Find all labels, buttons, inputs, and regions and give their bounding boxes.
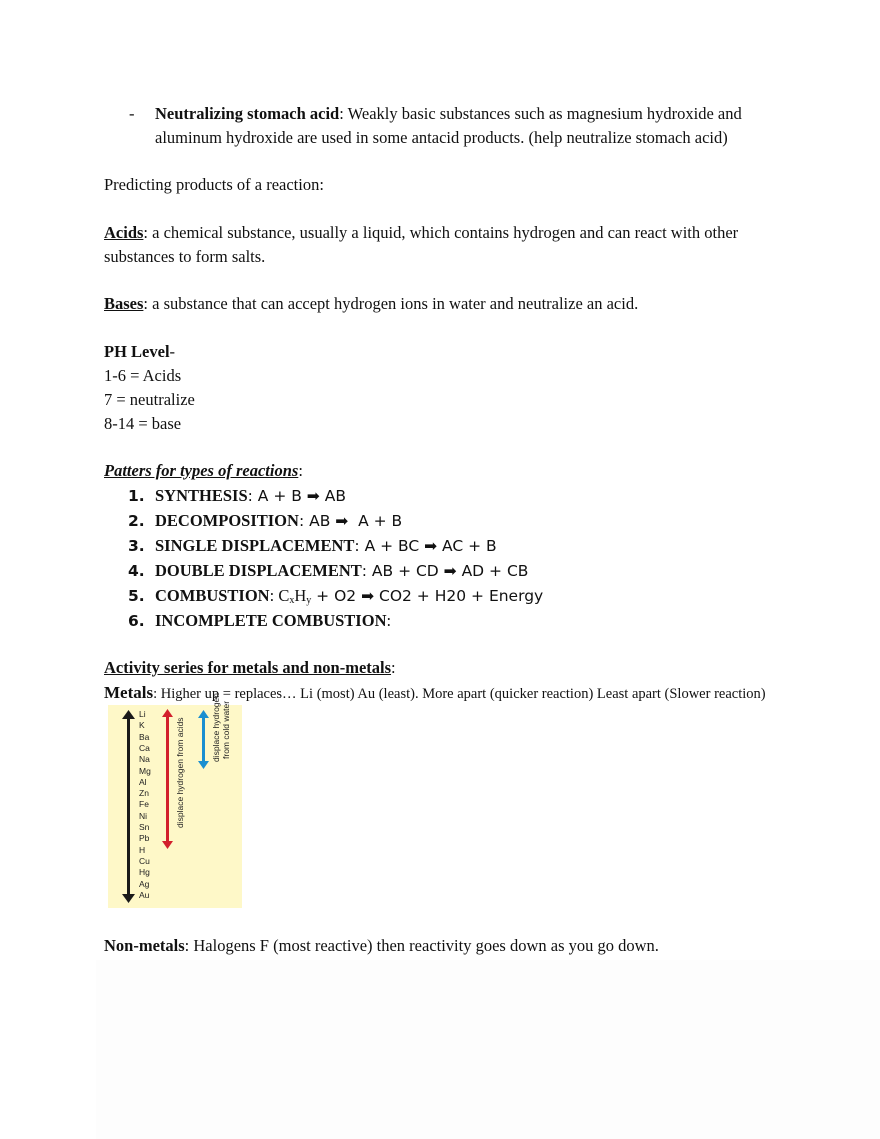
acids-definition-line-2: substances to form salts. <box>104 247 266 266</box>
metals-line <box>104 682 766 705</box>
element-label: Zn <box>139 788 149 799</box>
patterns-heading-suffix: : <box>298 461 303 480</box>
ph-heading <box>104 341 175 363</box>
ph-line: 1-6 = Acids <box>104 366 182 385</box>
element-label: Sn <box>139 822 150 832</box>
list-number: 6. <box>128 612 145 630</box>
arrow-up-icon <box>122 710 135 719</box>
patterns-heading-text: Patters for types of reactions <box>104 461 299 480</box>
acid-arrow-shaft <box>166 715 169 843</box>
element-label: Al <box>139 776 147 787</box>
arrow-down-icon <box>198 761 209 769</box>
bullet-line-1 <box>155 103 742 125</box>
list-number: 3. <box>128 537 145 555</box>
list-number: 5. <box>128 587 145 605</box>
predicting-heading: Predicting products of a reaction: <box>104 175 324 194</box>
bullet-title: Neutralizing stomach acid <box>155 104 340 123</box>
water-arrow-label-2: from cold water <box>221 700 231 759</box>
bases-definition <box>104 293 638 315</box>
element-label: Mg <box>139 765 151 776</box>
ph-heading-text: PH Level <box>104 342 170 361</box>
bullet-line-2: aluminum hydroxide are used in some antacid products. (help neutralize stomach acid) <box>155 128 728 147</box>
patterns-heading <box>104 460 303 482</box>
element-label: Cu <box>139 855 150 866</box>
water-arrow-shaft <box>202 717 205 763</box>
metals-text: : Higher up = replaces… Li (most) Au (least). More apart (quicker reaction) Least apart (Slower reaction) <box>153 686 766 702</box>
activity-heading-text: Activity series for metals and non-metals <box>104 658 392 677</box>
reaction-formula: : <box>386 611 392 630</box>
element-label: Ag <box>139 878 150 889</box>
reaction-name: SINGLE DISPLACEMENT <box>155 536 355 555</box>
nonmetals-line <box>104 935 659 957</box>
acid-arrow-label: displace hydrogen from acids <box>175 717 185 828</box>
nonmetals-term: Non-metals <box>104 936 185 955</box>
element-label: Ba <box>139 731 150 742</box>
formula-h: H <box>294 586 307 605</box>
reaction-formula: : AB + CD ➡ AD + CB <box>361 562 529 580</box>
bullet-dash: - <box>129 104 135 123</box>
activity-heading-suffix: : <box>391 658 396 677</box>
bases-term: Bases <box>104 294 144 313</box>
reaction-formula: + O2 ➡ CO2 + H20 + Energy <box>311 587 544 605</box>
reaction-name: SYNTHESIS <box>155 486 248 505</box>
element-label: Au <box>139 889 150 900</box>
list-number: 1. <box>128 487 145 505</box>
element-label: Pb <box>139 833 150 844</box>
element-label: Li <box>139 709 146 719</box>
nonmetals-text: : Halogens F (most reactive) then reactivity goes down as you go down. <box>184 936 659 955</box>
ph-line: 8-14 = base <box>104 414 182 433</box>
element-label: Ni <box>139 810 148 821</box>
metals-term: Metals <box>104 683 154 702</box>
acids-term: Acids <box>104 223 144 242</box>
acids-text-1: : a chemical substance, usually a liquid, which contains hydrogen and can react with other <box>143 223 739 242</box>
element-label: Fe <box>139 799 149 810</box>
arrow-down-icon <box>122 894 135 903</box>
arrow-up-icon <box>198 710 209 718</box>
activity-series-figure <box>108 693 242 908</box>
arrow-up-icon <box>162 709 173 717</box>
ph-heading-suffix: - <box>169 342 176 361</box>
formula-prefix: : C <box>269 586 290 605</box>
element-label: H <box>139 844 146 855</box>
element-label: Hg <box>139 867 150 878</box>
activity-heading <box>104 657 396 679</box>
element-label: Na <box>139 754 150 765</box>
water-arrow-label-1: displace hydrogen <box>211 693 221 762</box>
element-label: Ca <box>139 742 150 753</box>
reaction-name: INCOMPLETE COMBUSTION <box>155 611 387 630</box>
reaction-formula: : A + BC ➡ AC + B <box>354 537 497 555</box>
reactivity-arrow-shaft <box>127 717 130 897</box>
reaction-formula: : AB ➡ A + B <box>298 512 403 530</box>
ph-line: 7 = neutralize <box>104 390 195 409</box>
acids-definition-line-1 <box>104 222 738 244</box>
element-label: K <box>139 720 145 731</box>
reaction-name: DOUBLE DISPLACEMENT <box>155 561 362 580</box>
list-number: 2. <box>128 512 145 530</box>
arrow-down-icon <box>162 841 173 849</box>
subscript-y: y <box>306 595 312 606</box>
list-number: 4. <box>128 562 145 580</box>
reaction-name: DECOMPOSITION <box>155 511 299 530</box>
reaction-name: COMBUSTION <box>155 586 270 605</box>
bases-text: : a substance that can accept hydrogen ions in water and neutralize an acid. <box>143 294 639 313</box>
subscript-x: x <box>289 595 295 606</box>
bullet-text-1: : Weakly basic substances such as magnesium hydroxide and <box>339 104 742 123</box>
page-background <box>96 960 880 1139</box>
reaction-formula: : A + B ➡ AB <box>247 487 346 505</box>
